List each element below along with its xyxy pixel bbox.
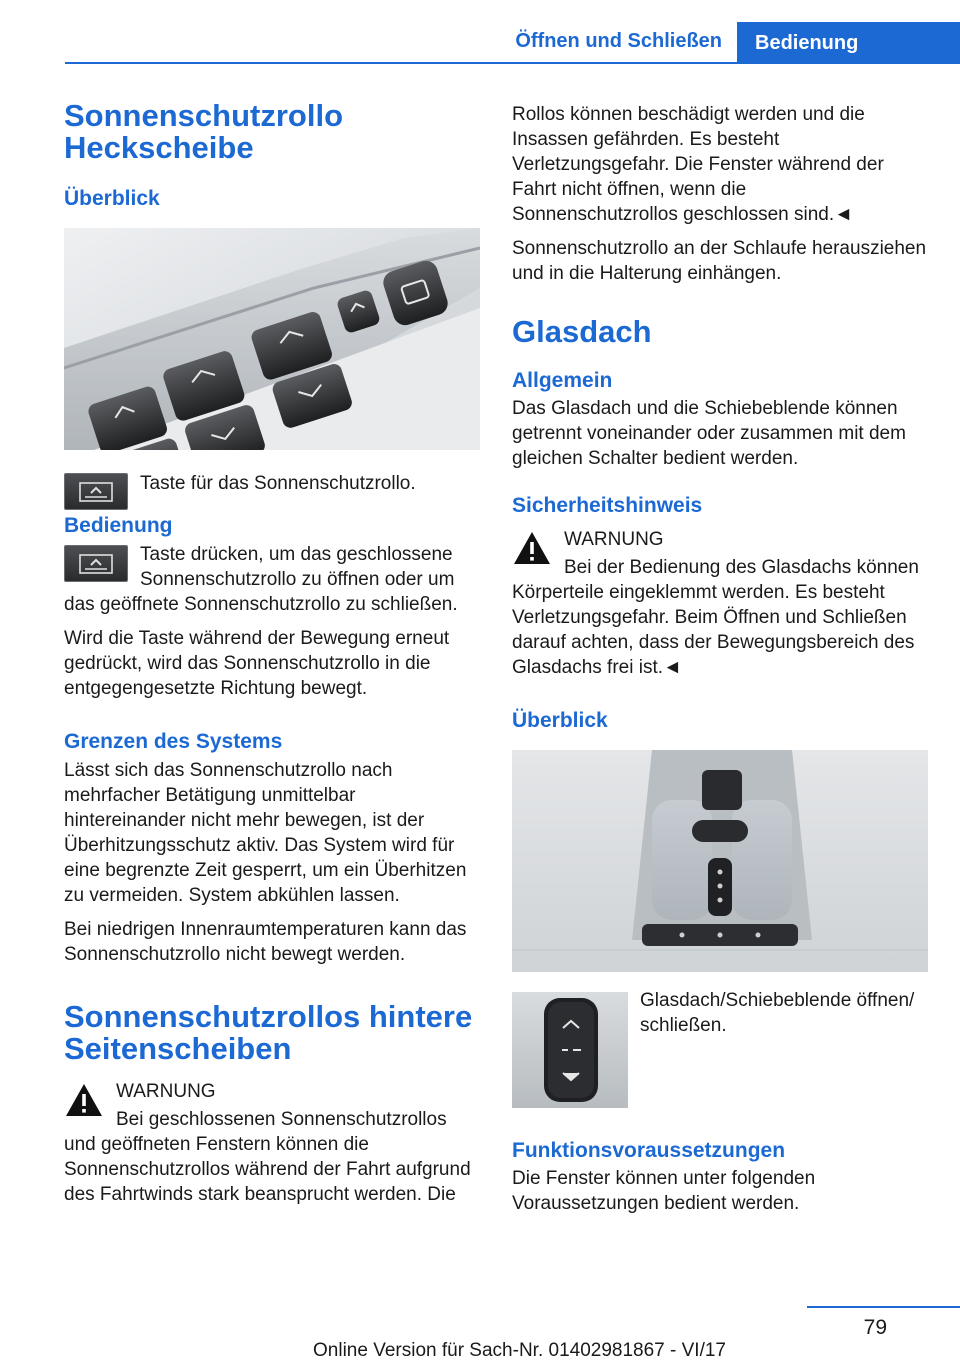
warning-text-left: Bei geschlossenen Sonnenschutzrollos und geöffneten Fenstern können die Sonnenschutzrollos während der Fahrt aufgrund des Fahrtwinds stark beansprucht werden. Die <box>64 1109 471 1205</box>
section-title-rear-sunshade: Sonnenschutzrollo Heckscheibe <box>64 98 343 165</box>
operation-text-2: Wird die Taste während der Bewegung erneut gedrückt, wird das Sonnenschutzrollo in die entgegengesetzte Richtung bewegt. <box>64 628 450 699</box>
header-chapter-tab: Bedienung <box>737 22 960 64</box>
subheading-requirements: Funktionsvoraussetzungen <box>512 1139 786 1162</box>
right-column <box>512 102 928 1216</box>
warning-continued-text: Rollos können beschädigt werden und die Insassen gefährden. Es besteht Verletzungsgefahr. Die Fenster während der Fahrt nicht öffnen, wenn die Sonnenschutzrollos geschlossen sind.◄ <box>512 104 884 225</box>
roof-switch-illustration <box>512 992 628 1108</box>
sunshade-caption: Taste für das Sonnenschutzrollo. <box>140 473 416 494</box>
warning-block-left <box>64 1079 480 1207</box>
sunshade-symbol-icon <box>76 481 116 503</box>
requirements-text: Die Fenster können unter folgenden Voraussetzungen bedient werden. <box>512 1168 816 1214</box>
section-title-glass-roof: Glasdach <box>512 314 652 349</box>
switch-caption-row <box>512 992 928 1108</box>
general-text: Das Glasdach und die Schiebeblende können getrennt voneinander oder zusammen mit dem gleichen Schalter bedient werden. <box>512 398 906 469</box>
warning-triangle-icon <box>64 1082 104 1118</box>
header-section-title: Öffnen und Schließen <box>515 30 722 52</box>
door-switch-illustration <box>64 228 480 450</box>
door-switch-photo <box>64 228 480 450</box>
operation-text-1: Taste drücken, um das geschlossene Sonnenschutzrollo zu öffnen oder um das geöffnete Sonnenschutzrollo zu schließen. <box>64 544 458 615</box>
hook-instruction-text: Sonnenschutzrollo an der Schlaufe herausziehen und in die Halterung einhängen. <box>512 238 927 284</box>
warning-label: WARNUNG <box>116 1081 216 1102</box>
subheading-safety-note: Sicherheitshinweis <box>512 494 703 517</box>
roof-console-illustration <box>512 750 928 972</box>
warning-triangle-icon <box>512 530 552 566</box>
subheading-operation: Bedienung <box>64 514 173 537</box>
footer-rule <box>807 1306 960 1308</box>
page-number: 79 <box>863 1316 887 1339</box>
sunshade-button-icon <box>64 473 128 510</box>
limits-text-1: Lässt sich das Sonnenschutzrollo nach mehrfacher Betätigung unmittelbar hintereinander nicht mehr bewegen, ist der Überhitzungsschutz aktiv. Das System wird für eine begrenzte Zeit gesperrt, um ein Überhitzen zu vermeiden. System abkühlen lassen. <box>64 760 467 906</box>
online-version-note: Online Version für Sach-Nr. 01402981867 - VI/17 <box>313 1340 726 1361</box>
subheading-overview-right: Überblick <box>512 709 608 732</box>
subheading-system-limits: Grenzen des Systems <box>64 730 283 753</box>
left-column <box>64 100 480 1207</box>
limits-text-2: Bei niedrigen Innenraumtemperaturen kann das Sonnenschutzrollo nicht bewegt werden. <box>64 919 467 965</box>
switch-caption: Glasdach/Schiebeblende öffnen/ schließen. <box>640 990 915 1036</box>
section-title-side-sunshades: Sonnenschutzrollos hintere Seitenscheiben <box>64 999 473 1066</box>
roof-switch-image <box>512 992 628 1108</box>
warning-text-right: Bei der Bedienung des Glasdachs können Körperteile eingeklemmt werden. Es besteht Verletzungsgefahr. Beim Öffnen und Schließen darauf achten, dass der Bewegungsbereich des Glasdachs frei ist.◄ <box>512 557 919 678</box>
roof-console-photo <box>512 750 928 972</box>
caption-row <box>64 473 480 535</box>
sunshade-button-icon-2 <box>64 545 128 582</box>
subheading-general: Allgemein <box>512 369 613 392</box>
warning-block-right <box>512 527 928 680</box>
subheading-overview: Überblick <box>64 187 160 210</box>
warning-label: WARNUNG <box>564 529 664 550</box>
sunshade-symbol-icon <box>76 553 116 575</box>
operation-block <box>64 542 480 617</box>
header-rule <box>65 62 960 64</box>
